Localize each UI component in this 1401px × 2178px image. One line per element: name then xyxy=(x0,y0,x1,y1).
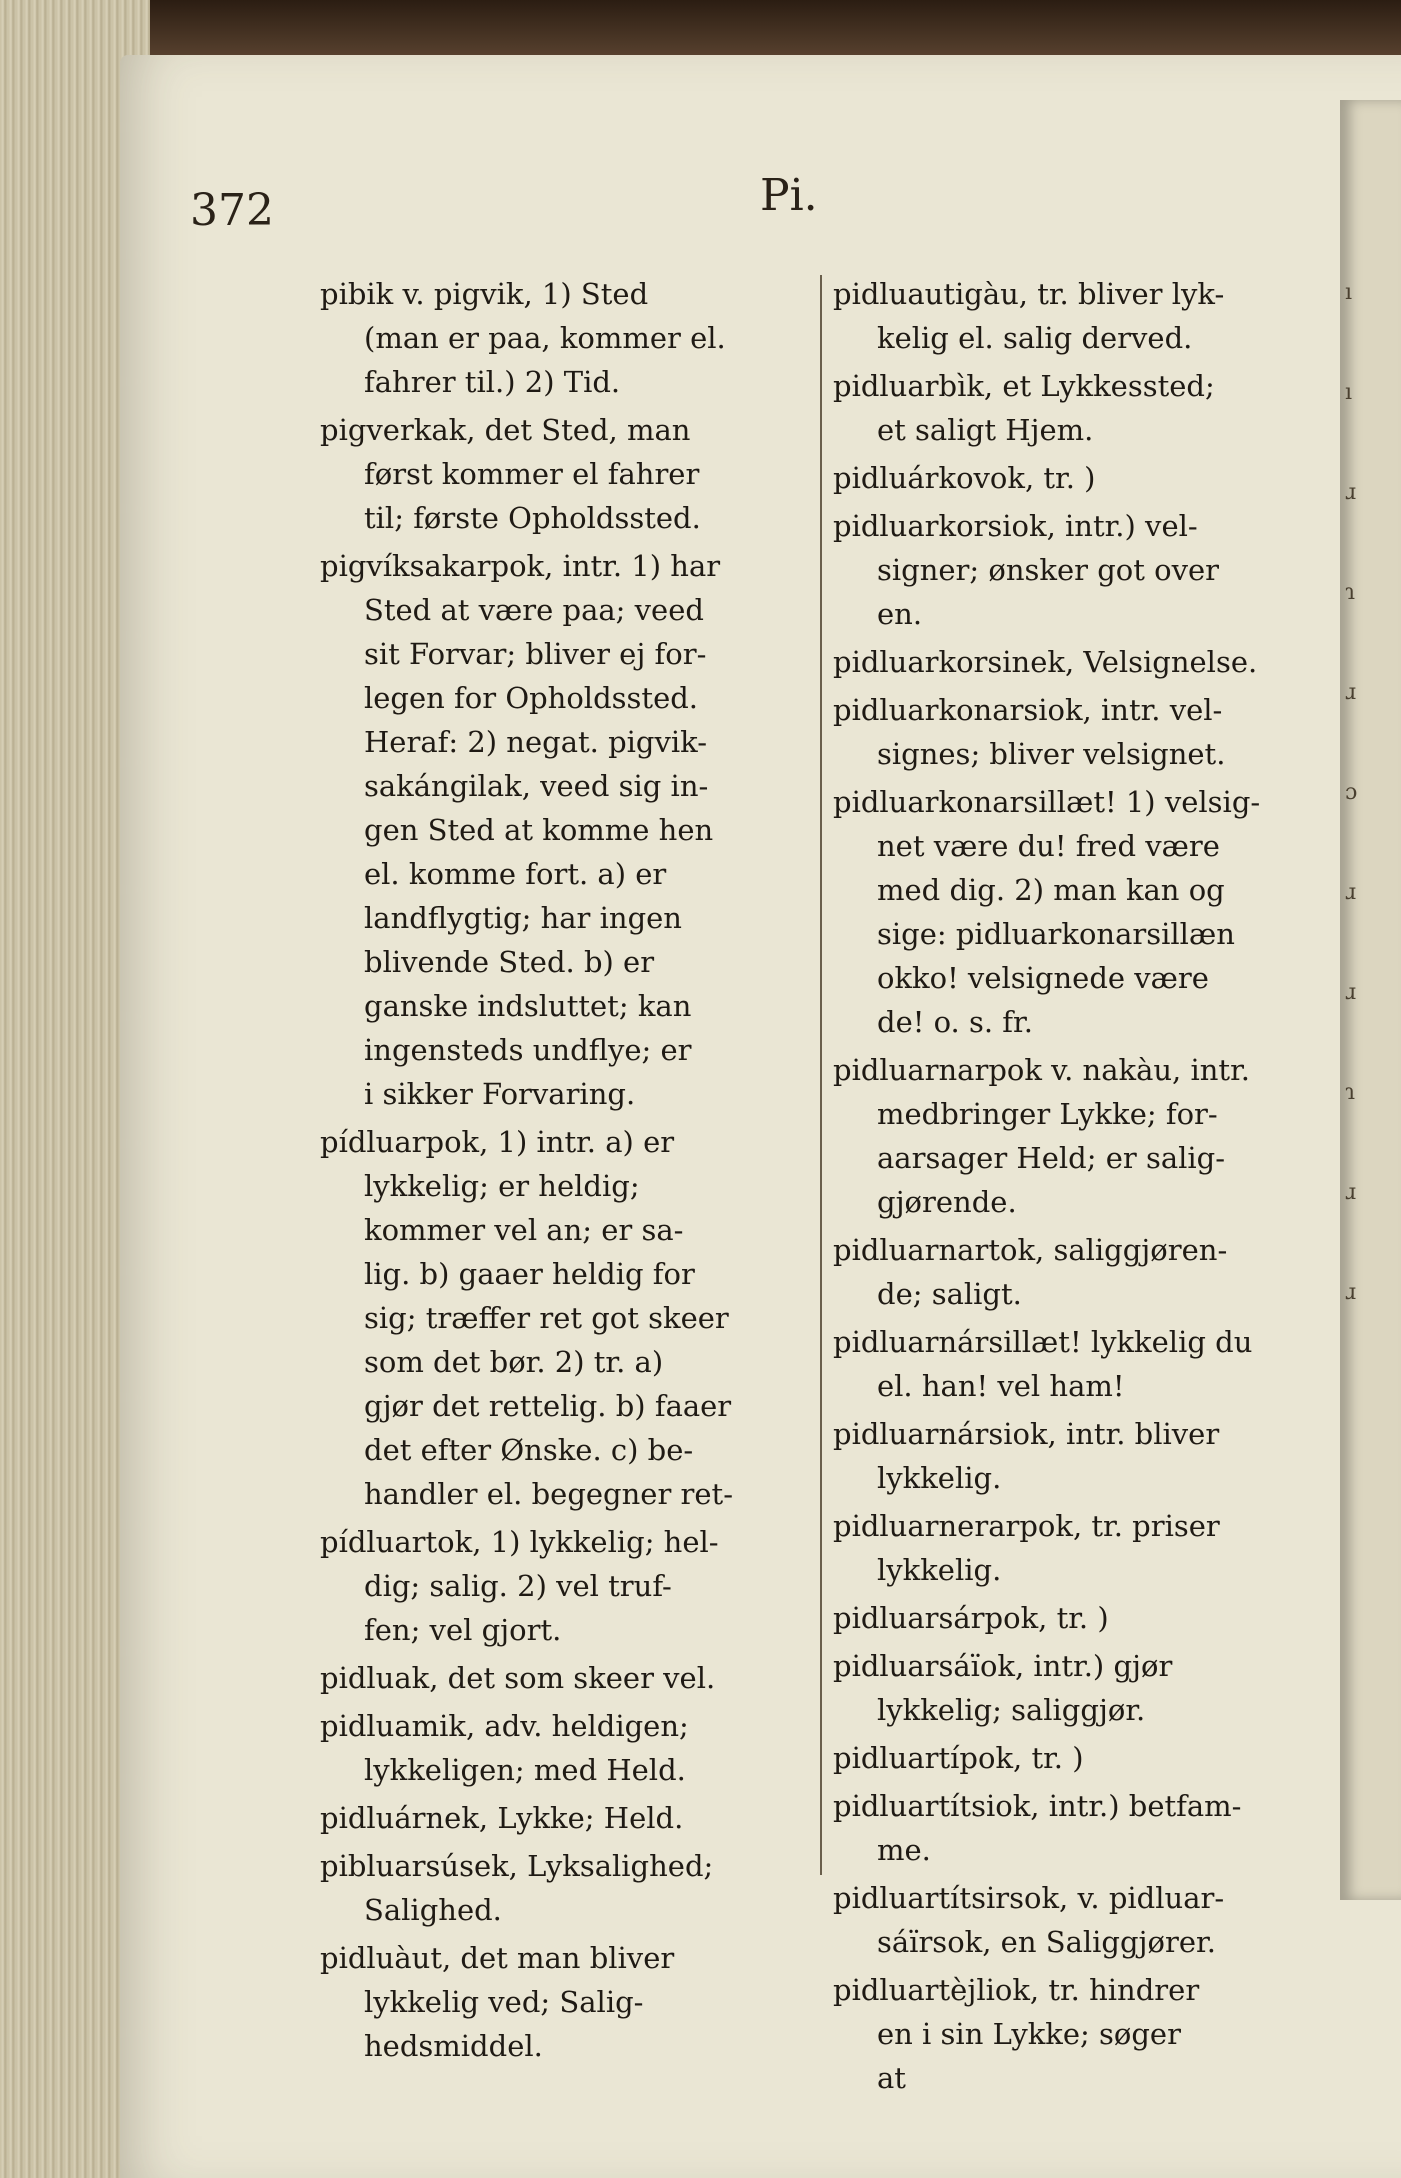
entry-continuation-line: medbringer Lykke; for- xyxy=(877,1097,1218,1131)
dictionary-entry xyxy=(833,504,1333,636)
dictionary-entry xyxy=(320,1796,840,1840)
entry-continuation-line: signes; bliver velsignet. xyxy=(877,737,1226,771)
entry-continuation-line: hedsmiddel. xyxy=(364,2029,543,2063)
entry-continuation-line: (man er paa, kommer el. xyxy=(364,321,726,355)
entry-continuation-line: sige: pidluarkonarsillæn xyxy=(877,917,1235,951)
entry-headline: pidluarnartok, saliggjøren- xyxy=(833,1233,1228,1267)
facing-page-glyph: ɿ xyxy=(1345,1080,1355,1105)
entry-continuation-line: Salighed. xyxy=(364,1893,502,1927)
entry-continuation-line: gen Sted at komme hen xyxy=(364,813,714,847)
dictionary-entry xyxy=(320,1844,840,1932)
entry-headline: pidluarkorsiok, intr.) vel- xyxy=(833,509,1198,543)
entry-continuation-line: sakángilak, veed sig in- xyxy=(364,769,709,803)
dictionary-entry xyxy=(833,1228,1333,1316)
entry-continuation-line: signer; ønsker got over xyxy=(877,553,1220,587)
dictionary-entry xyxy=(833,1048,1333,1224)
book-top-edge xyxy=(0,0,1401,60)
dictionary-entry xyxy=(320,1656,840,1700)
entry-headline: pigvíksakarpok, intr. 1) har xyxy=(320,549,721,583)
dictionary-entry xyxy=(833,1644,1333,1732)
entry-continuation-line: de! o. s. fr. xyxy=(877,1005,1033,1039)
entry-continuation-line: Sted at være paa; veed xyxy=(364,593,704,627)
entry-continuation-line: lykkelig ved; Salig- xyxy=(364,1985,644,2019)
dictionary-entry xyxy=(833,1320,1333,1408)
dictionary-entry xyxy=(833,1596,1333,1640)
entry-headline: pidluàut, det man bliver xyxy=(320,1941,675,1975)
facing-page-glyph: ɹ xyxy=(1345,880,1357,905)
entry-headline: pidluamik, adv. heldigen; xyxy=(320,1709,689,1743)
entry-headline: pidluarsárpok, tr. ) xyxy=(833,1601,1109,1635)
entry-headline: pidluak, det som skeer vel. xyxy=(320,1661,716,1695)
entry-continuation-line: gjørende. xyxy=(877,1185,1017,1219)
dictionary-entry xyxy=(320,544,840,1116)
entry-headline: pidluárkovok, tr. ) xyxy=(833,461,1096,495)
entry-headline: pidluarnársillæt! lykkelig du xyxy=(833,1325,1253,1359)
entry-headline: pidluarsáïok, intr.) gjør xyxy=(833,1649,1173,1683)
entry-headline: pibik v. pigvik, 1) Sted xyxy=(320,277,649,311)
entry-headline: pidluarnarpok v. nakàu, intr. xyxy=(833,1053,1250,1087)
entry-continuation-line: sáïrsok, en Saliggjører. xyxy=(877,1925,1216,1959)
entry-continuation-line: el. han! vel ham! xyxy=(877,1369,1125,1403)
entry-headline: pídluarpok, 1) intr. a) er xyxy=(320,1125,675,1159)
entry-continuation-line: net være du! fred være xyxy=(877,829,1220,863)
entry-headline: pidluarkorsinek, Velsignelse. xyxy=(833,645,1258,679)
entry-headline: pidluautigàu, tr. bliver lyk- xyxy=(833,277,1225,311)
entry-continuation-line: Heraf: 2) negat. pigvik- xyxy=(364,725,708,759)
entry-continuation-line: med dig. 2) man kan og xyxy=(877,873,1225,907)
dictionary-entry xyxy=(833,1736,1333,1780)
dictionary-entry xyxy=(320,1520,840,1652)
entry-headline: pigverkak, det Sted, man xyxy=(320,413,691,447)
entry-continuation-line: et saligt Hjem. xyxy=(877,413,1094,447)
dictionary-entry xyxy=(320,272,840,404)
entry-continuation-line: sig; træffer ret got skeer xyxy=(364,1301,729,1335)
right-column xyxy=(833,272,1333,2104)
entry-headline: pidluartítsiok, intr.) betfam- xyxy=(833,1789,1242,1823)
entry-continuation-line: som det bør. 2) tr. a) xyxy=(364,1345,664,1379)
entry-continuation-line: at xyxy=(877,2061,906,2095)
dictionary-entry xyxy=(833,780,1333,1044)
running-head: Pi. xyxy=(760,170,818,221)
entry-continuation-line: en i sin Lykke; søger xyxy=(877,2017,1181,2051)
entry-headline: pidluarbìk, et Lykkessted; xyxy=(833,369,1215,403)
entry-continuation-line: ingensteds undflye; er xyxy=(364,1033,692,1067)
facing-page-glyph: ɹ xyxy=(1345,480,1357,505)
entry-continuation-line: el. komme fort. a) er xyxy=(364,857,667,891)
facing-page-glyph: ɹ xyxy=(1345,1180,1357,1205)
dictionary-entry xyxy=(833,272,1333,360)
entry-continuation-line: sit Forvar; bliver ej for- xyxy=(364,637,707,671)
entry-continuation-line: blivende Sted. b) er xyxy=(364,945,655,979)
entry-headline: pidluarkonarsillæt! 1) velsig- xyxy=(833,785,1261,819)
entry-headline: pídluartok, 1) lykkelig; hel- xyxy=(320,1525,719,1559)
dictionary-entry xyxy=(833,1968,1333,2100)
facing-page-glyph: ɹ xyxy=(1345,980,1357,1005)
dictionary-entry xyxy=(320,1120,840,1516)
entry-continuation-line: lykkeligen; med Held. xyxy=(364,1753,686,1787)
dictionary-entry xyxy=(833,640,1333,684)
entry-continuation-line: okko! velsignede være xyxy=(877,961,1209,995)
facing-page-glyph: ɹ xyxy=(1345,680,1357,705)
entry-continuation-line: lykkelig; saliggjør. xyxy=(877,1693,1146,1727)
entry-continuation-line: de; saligt. xyxy=(877,1277,1022,1311)
entry-continuation-line: i sikker Forvaring. xyxy=(364,1077,636,1111)
dictionary-entry xyxy=(833,456,1333,500)
dictionary-entry xyxy=(833,1504,1333,1592)
entry-headline: pidluarkonarsiok, intr. vel- xyxy=(833,693,1223,727)
entry-headline: pidluartítsirsok, v. pidluar- xyxy=(833,1881,1225,1915)
facing-page-glyph: ı xyxy=(1345,280,1353,305)
facing-page-glyph: ı xyxy=(1345,380,1353,405)
entry-continuation-line: me. xyxy=(877,1833,931,1867)
facing-page-glyph: ɹ xyxy=(1345,1280,1357,1305)
dictionary-entry xyxy=(833,688,1333,776)
entry-headline: pidluartèjliok, tr. hindrer xyxy=(833,1973,1200,2007)
entry-continuation-line: ganske indsluttet; kan xyxy=(364,989,692,1023)
entry-continuation-line: lig. b) gaaer heldig for xyxy=(364,1257,695,1291)
entry-continuation-line: lykkelig; er heldig; xyxy=(364,1169,640,1203)
entry-headline: pidluarnársiok, intr. bliver xyxy=(833,1417,1220,1451)
entry-continuation-line: kommer vel an; er sa- xyxy=(364,1213,684,1247)
entry-continuation-line: fahrer til.) 2) Tid. xyxy=(364,365,621,399)
entry-continuation-line: fen; vel gjort. xyxy=(364,1613,562,1647)
entry-headline: pidluarnerarpok, tr. priser xyxy=(833,1509,1220,1543)
entry-headline: pibluarsúsek, Lyksalighed; xyxy=(320,1849,714,1883)
entry-continuation-line: aarsager Held; er salig- xyxy=(877,1141,1226,1175)
entry-headline: pidluartípok, tr. ) xyxy=(833,1741,1084,1775)
entry-continuation-line: først kommer el fahrer xyxy=(364,457,700,491)
left-column xyxy=(320,272,840,2072)
page-number: 372 xyxy=(190,185,274,236)
entry-continuation-line: gjør det rettelig. b) faaer xyxy=(364,1389,732,1423)
entry-continuation-line: det efter Ønske. c) be- xyxy=(364,1433,694,1467)
dictionary-entry xyxy=(833,1784,1333,1872)
entry-continuation-line: kelig el. salig derved. xyxy=(877,321,1193,355)
entry-continuation-line: landflygtig; har ingen xyxy=(364,901,682,935)
dictionary-entry xyxy=(320,408,840,540)
dictionary-entry xyxy=(833,364,1333,452)
entry-continuation-line: til; første Opholdssted. xyxy=(364,501,701,535)
entry-continuation-line: legen for Opholdssted. xyxy=(364,681,699,715)
dictionary-entry xyxy=(320,1936,840,2068)
facing-page-glyph: ɿ xyxy=(1345,580,1355,605)
entry-headline: pidluárnek, Lykke; Held. xyxy=(320,1801,684,1835)
entry-continuation-line: lykkelig. xyxy=(877,1553,1002,1587)
dictionary-entry xyxy=(833,1412,1333,1500)
entry-continuation-line: lykkelig. xyxy=(877,1461,1002,1495)
facing-page-glyph: ɔ xyxy=(1345,780,1358,805)
dictionary-entry xyxy=(320,1704,840,1792)
entry-continuation-line: en. xyxy=(877,597,923,631)
entry-continuation-line: handler el. begegner ret- xyxy=(364,1477,734,1511)
dictionary-entry xyxy=(833,1876,1333,1964)
entry-continuation-line: dig; salig. 2) vel truf- xyxy=(364,1569,672,1603)
